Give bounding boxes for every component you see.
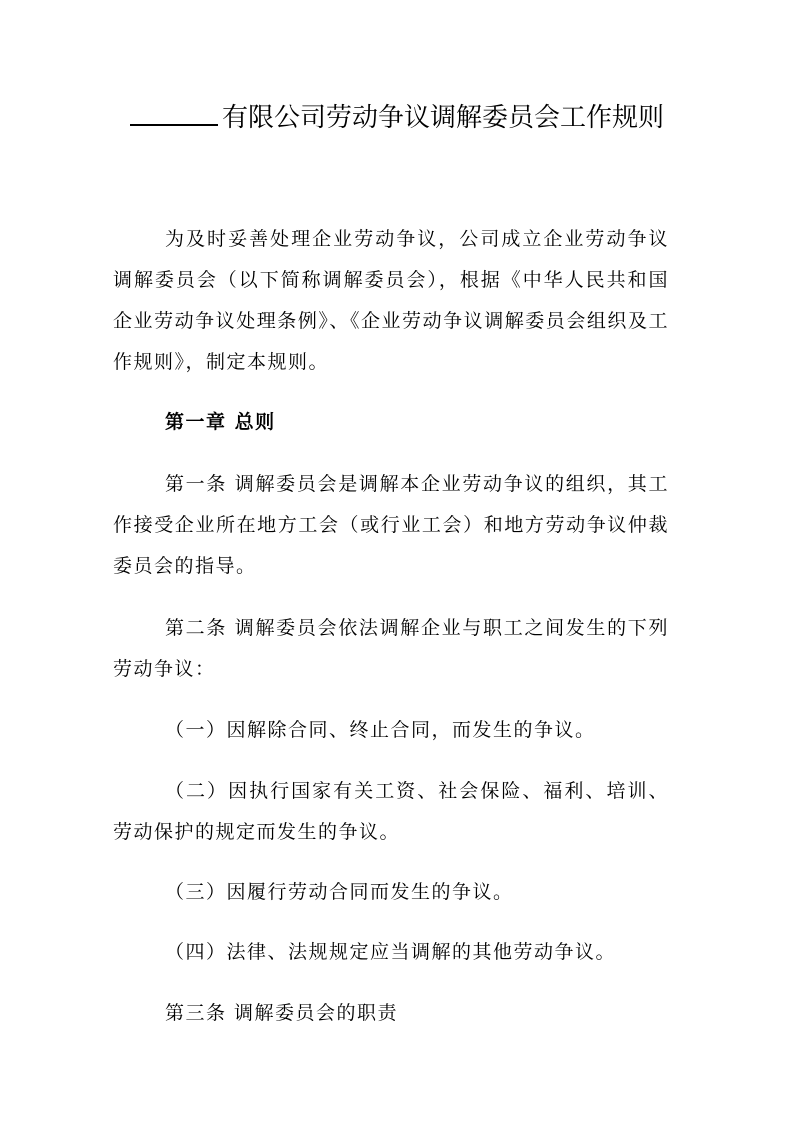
list-item-1: （一）因解除合同、终止合同，而发生的争议。	[165, 719, 596, 741]
article-2: 第二条 调解委员会依法调解企业与职工之间发生的下列劳动争议：	[113, 617, 669, 680]
article-1: 第一条 调解委员会是调解本企业劳动争议的组织，其工作接受企业所在地方工会（或行业工会）和地方劳动争议仲裁委员会的指导。	[113, 473, 669, 577]
title-text: 有限公司劳动争议调解委员会工作规则	[221, 103, 664, 133]
company-name-blank	[130, 98, 218, 126]
intro-paragraph: 为及时妥善处理企业劳动争议，公司成立企业劳动争议调解委员会（以下简称调解委员会），根据《中华人民共和国企业劳动争议处理条例》、《企业劳动争议调解委员会组织及工作规则》，制定本规则。	[113, 228, 669, 373]
list-item-4: （四）法律、法规规定应当调解的其他劳动争议。	[165, 941, 617, 963]
chapter-heading: 第一章 总则	[165, 411, 276, 433]
article-3: 第三条 调解委员会的职责	[165, 1002, 399, 1024]
list-item-3: （三）因履行劳动合同而发生的争议。	[165, 881, 514, 903]
document-title	[0, 98, 794, 138]
list-item-2: （二）因执行国家有关工资、社会保险、福利、培训、劳动保护的规定而发生的争议。	[113, 780, 669, 843]
